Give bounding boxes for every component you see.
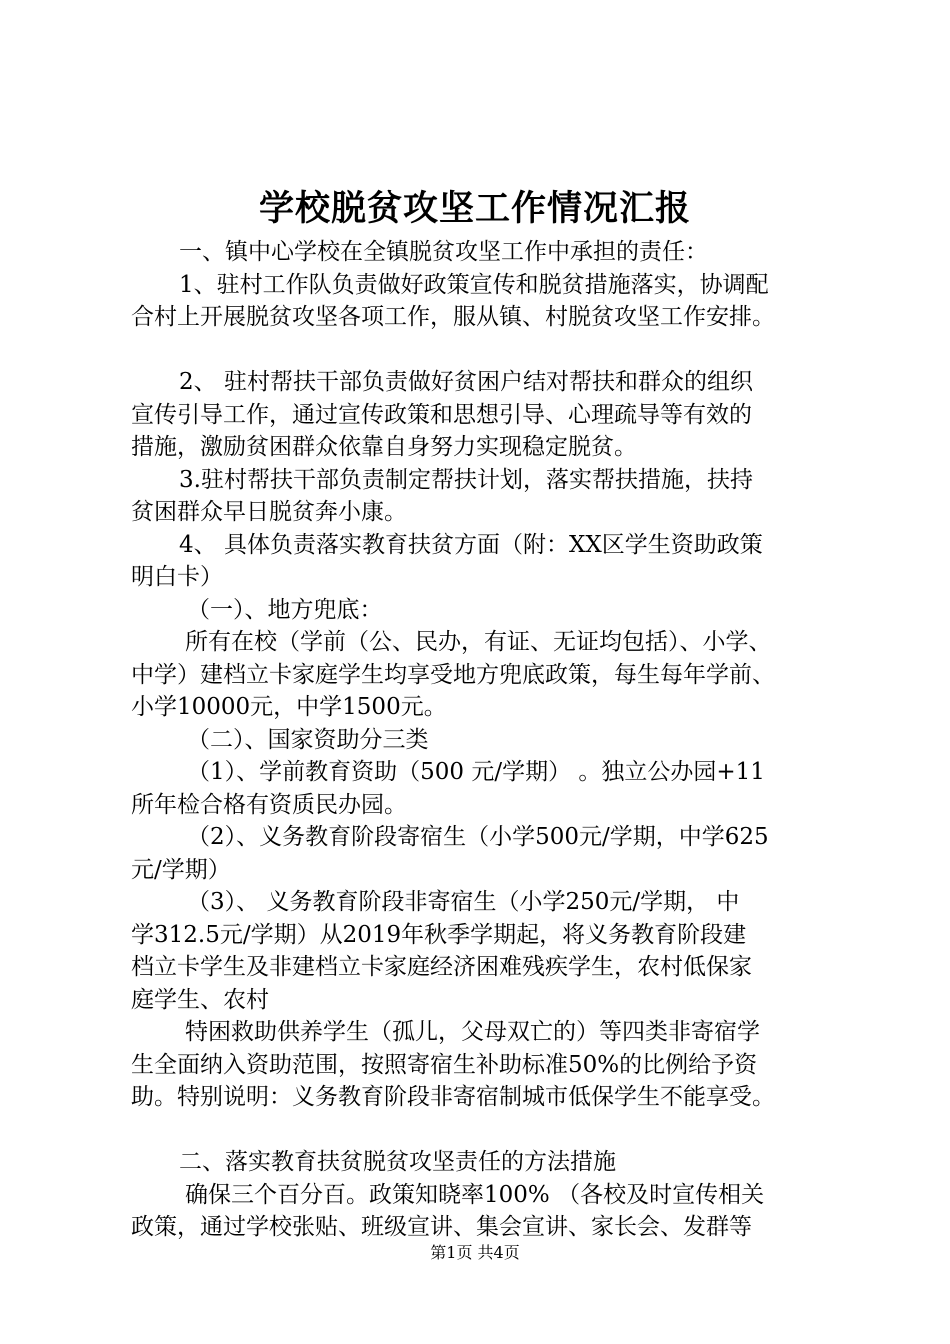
text-line: 政策，通过学校张贴、班级宣讲、集会宣讲、家长会、发群等 [131, 1214, 752, 1240]
text-line: 1、驻村工作队负责做好政策宣传和脱贫措施落实，协调配 [179, 271, 769, 298]
text-line: 一、镇中心学校在全镇脱贫攻坚工作中承担的责任： [179, 239, 708, 265]
paragraph-gap [131, 334, 866, 367]
text-line: 学312.5元/学期）从2019年秋季学期起，将义务教育阶段建 [131, 921, 747, 948]
text-line: （一）、地方兜底： [187, 596, 383, 623]
text-line: （3）、 义务教育阶段非寄宿生（小学250元/学期， 中 [187, 889, 740, 915]
text-line: 所有在校（学前（公、民办，有证、无证均包括）、小学、 [185, 629, 772, 655]
text-line: 贫困群众早日脱贫奔小康。 [131, 499, 407, 525]
text-line: 所年检合格有资质民办园。 [131, 791, 407, 818]
paragraph-gap [131, 1114, 866, 1147]
text-line: （二）、国家资助分三类 [187, 726, 429, 753]
text-line: 2、 驻村帮扶干部负责做好贫困户结对帮扶和群众的组织 [179, 369, 753, 395]
text-line: 中学）建档立卡家庭学生均享受地方兜底政策，每生每年学前、 [131, 661, 775, 688]
text-line: 4、 具体负责落实教育扶贫方面（附：XX区学生资助政策 [179, 531, 763, 558]
text-line: 生全面纳入资助范围，按照寄宿生补助标准50%的比例给予资 [131, 1051, 758, 1078]
text-line: （1）、学前教育资助（500 元/学期） 。独立公办园+11 [187, 759, 765, 785]
page-footer: 第1页 共4页 [430, 1243, 520, 1262]
text-line: 明白卡） [131, 564, 223, 590]
text-line: 二、落实教育扶贫脱贫攻坚责任的方法措施 [179, 1149, 616, 1175]
text-line: 合村上开展脱贫攻坚各项工作，服从镇、村脱贫攻坚工作安排。 [131, 304, 775, 330]
text-line: 庭学生、农村 [131, 986, 269, 1013]
text-line: 宣传引导工作，通过宣传政策和思想引导、心理疏导等有效的 [131, 401, 752, 428]
text-line: 小学10000元，中学1500元。 [131, 694, 447, 720]
text-line: 措施，激励贫困群众依靠自身努力实现稳定脱贫。 [131, 434, 637, 460]
text-line: 确保三个百分百。政策知晓率100% （各校及时宣传相关 [185, 1181, 765, 1208]
document-title: 学校脱贫攻坚工作情况汇报 [258, 188, 691, 229]
text-line: 助。特别说明：义务教育阶段非寄宿制城市低保学生不能享受。 [131, 1084, 775, 1110]
text-line: （2）、义务教育阶段寄宿生（小学500元/学期，中学625 [187, 824, 769, 850]
text-line: 档立卡学生及非建档立卡家庭经济困难残疾学生，农村低保家 [131, 954, 752, 980]
text-line: 特困救助供养学生（孤儿，父母双亡的）等四类非寄宿学 [185, 1019, 760, 1045]
document-body [131, 236, 866, 1244]
text-line: 元/学期） [131, 856, 231, 883]
text-line: 3.驻村帮扶干部负责制定帮扶计划，落实帮扶措施，扶持 [179, 466, 753, 493]
